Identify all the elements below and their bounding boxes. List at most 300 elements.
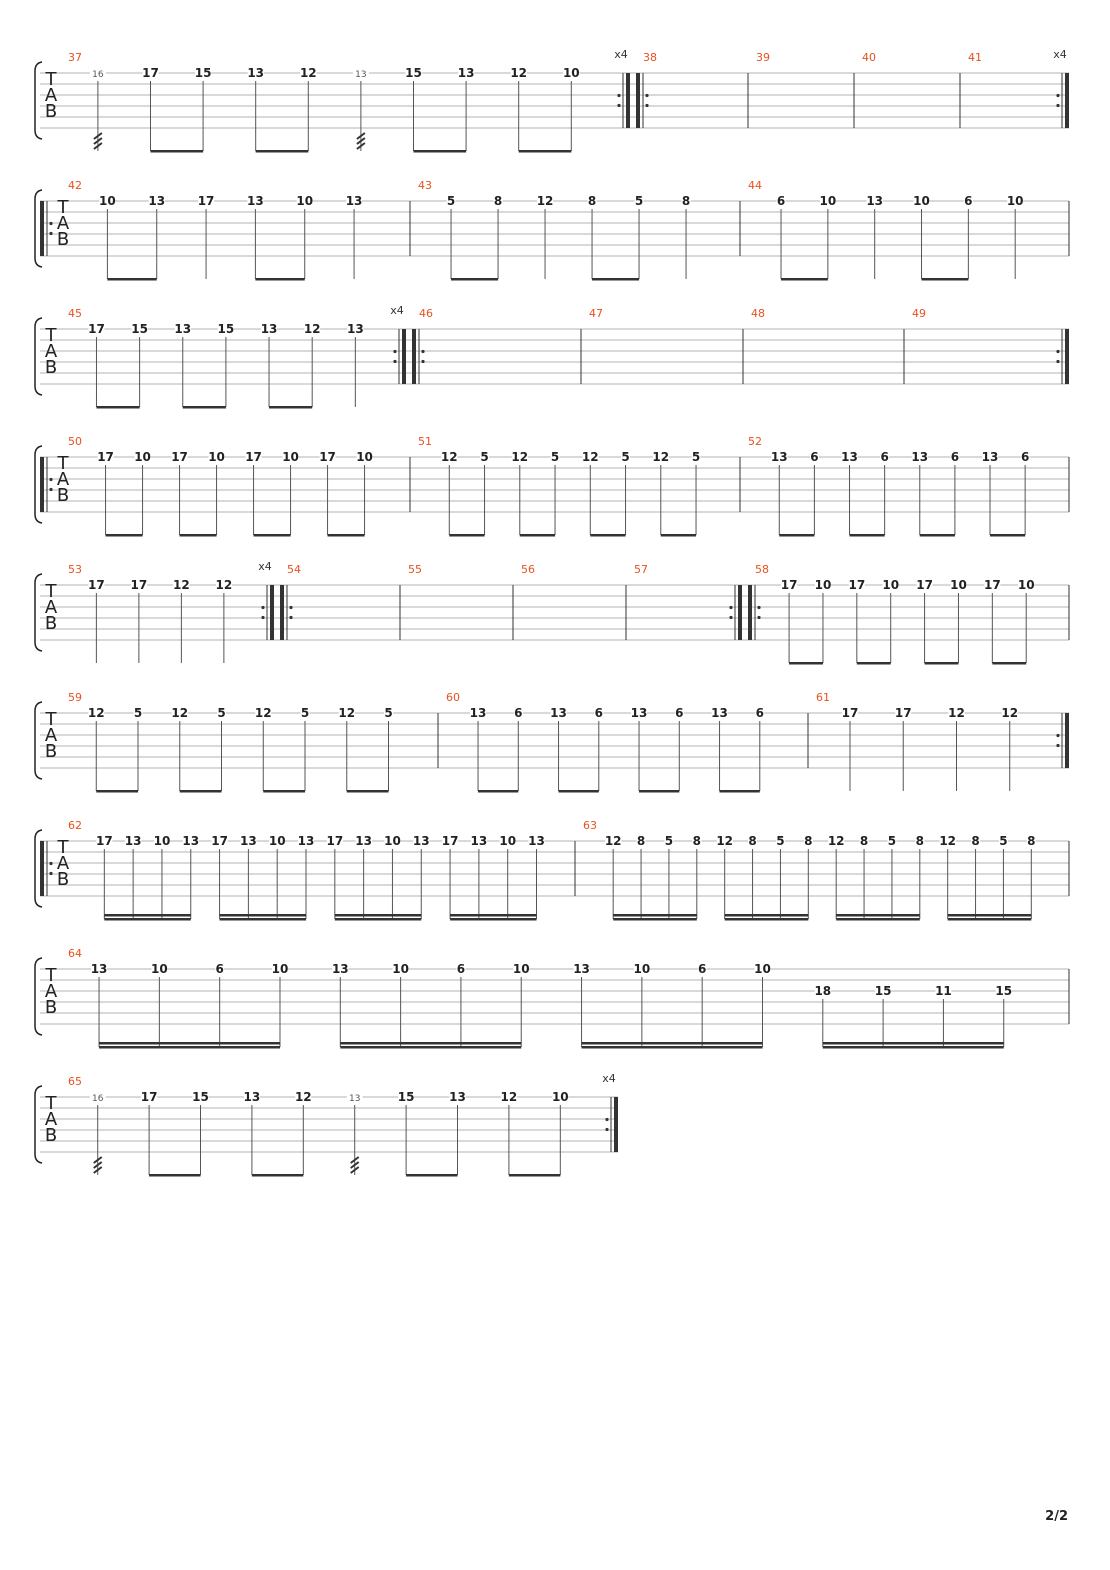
staff-system [35, 691, 1069, 793]
repeat-dot [605, 1128, 608, 1131]
fret-number: 13 [550, 706, 567, 720]
fret-number: 10 [356, 450, 373, 464]
fret-number: 13 [841, 450, 858, 464]
note-beam [509, 1174, 560, 1177]
fret-number: 8 [971, 834, 980, 848]
note-beam [779, 534, 814, 537]
repeat-dot [757, 606, 760, 609]
tab-clef-letter: T [57, 197, 69, 218]
fret-number: 6 [755, 706, 764, 720]
measure-number: 59 [68, 691, 82, 704]
fret-number: 5 [621, 450, 630, 464]
note-beam [104, 914, 190, 917]
system-bracket [35, 62, 42, 139]
fret-number: 13 [124, 834, 142, 848]
note-beam [254, 534, 291, 537]
repeat-end-thick-bar [738, 585, 742, 640]
note-beam [150, 150, 203, 153]
staff-system [35, 1072, 618, 1177]
fret-number: 6 [514, 706, 523, 720]
measure-number: 57 [634, 563, 648, 576]
repeat-start-thick-bar [280, 585, 284, 640]
note-beam [255, 278, 304, 281]
note-beam [99, 1046, 280, 1049]
staff-system [35, 304, 1069, 409]
fret-number: 10 [392, 962, 409, 976]
tab-clef-letter: B [44, 357, 58, 378]
repeat-dot [1056, 104, 1059, 107]
note-beam [256, 150, 309, 153]
tab-clef-letter: B [44, 997, 58, 1018]
note-beam [104, 918, 190, 921]
repeat-dot [617, 94, 620, 97]
fret-number: 8 [493, 194, 503, 208]
fret-number: 12 [536, 194, 554, 208]
fret-number: 13 [182, 834, 200, 848]
repeat-end-thick-bar [1065, 73, 1069, 128]
note-beam [96, 406, 139, 409]
fret-number: 5 [887, 834, 897, 848]
fret-number: 15 [192, 1090, 209, 1104]
fret-number: 13 [346, 322, 364, 336]
note-beam [720, 790, 760, 793]
tab-clef-letter: A [56, 213, 70, 234]
system-bracket [35, 574, 42, 651]
repeat-dot [289, 606, 292, 609]
repeat-dot [645, 104, 648, 107]
note-beam [781, 278, 828, 281]
grace-note-fret: 13 [348, 1094, 361, 1104]
fret-number: 8 [681, 194, 691, 208]
fret-number: 13 [345, 194, 363, 208]
note-beam [639, 790, 679, 793]
fret-number: 17 [88, 322, 105, 336]
fret-number: 10 [512, 962, 530, 976]
fret-number: 12 [303, 322, 321, 336]
fret-number: 12 [604, 834, 622, 848]
tab-clef-letter: T [45, 709, 57, 730]
tab-clef-letter: T [45, 581, 57, 602]
fret-number: 13 [243, 1090, 261, 1104]
repeat-dot [757, 616, 760, 619]
fret-number: 5 [776, 834, 785, 848]
measure-number: 54 [287, 563, 301, 576]
tab-clef-letter: T [45, 965, 57, 986]
note-beam [335, 918, 421, 921]
fret-number: 12 [511, 450, 529, 464]
repeat-count: x4 [602, 1072, 616, 1085]
note-beam [450, 914, 536, 917]
tab-clef-letter: B [44, 741, 58, 762]
tab-clef-letter: A [44, 341, 58, 362]
fret-number: 17 [197, 194, 215, 208]
fret-number: 8 [859, 834, 869, 848]
fret-number: 8 [636, 834, 646, 848]
staff-system [35, 179, 1069, 281]
note-beam [613, 914, 697, 917]
repeat-count: x4 [258, 560, 272, 573]
fret-number: 5 [133, 706, 143, 720]
repeat-dot [261, 606, 264, 609]
fret-number: 13 [711, 706, 728, 720]
repeat-dot [1056, 350, 1059, 353]
fret-number: 15 [217, 322, 235, 336]
measure-number: 58 [755, 563, 769, 576]
repeat-dot [729, 616, 732, 619]
note-beam [520, 534, 555, 537]
repeat-count: x4 [390, 304, 404, 317]
tab-clef-letter: B [56, 229, 70, 250]
note-beam [149, 1174, 200, 1177]
fret-number: 10 [134, 450, 151, 464]
note-beam [725, 914, 809, 917]
repeat-count: x4 [614, 48, 628, 61]
tab-clef-letter: B [44, 613, 58, 634]
note-beam [451, 278, 498, 281]
fret-number: 12 [827, 834, 845, 848]
tab-clef-letter: A [56, 853, 70, 874]
note-beam [96, 790, 138, 793]
fret-number: 13 [260, 322, 278, 336]
measure-number: 47 [589, 307, 603, 320]
repeat-dot [393, 350, 396, 353]
repeat-end-thick-bar [1065, 713, 1069, 768]
repeat-dot [49, 222, 52, 225]
fret-number: 17 [97, 450, 114, 464]
fret-number: 15 [131, 322, 148, 336]
fret-number: 17 [848, 578, 866, 592]
note-beam [180, 534, 217, 537]
fret-number: 6 [950, 450, 960, 464]
note-beam [857, 662, 891, 665]
tab-clef-letter: B [56, 869, 70, 890]
fret-number: 17 [95, 834, 113, 848]
tab-clef-letter: A [44, 1109, 58, 1130]
fret-number: 10 [208, 450, 225, 464]
fret-number: 15 [874, 984, 892, 998]
tab-clef-letter: T [45, 325, 57, 346]
measure-number: 52 [748, 435, 762, 448]
measure-number: 46 [419, 307, 433, 320]
fret-number: 10 [282, 450, 299, 464]
note-beam [519, 150, 572, 153]
tab-clef-letter: A [44, 597, 58, 618]
fret-number: 6 [964, 194, 973, 208]
fret-number: 12 [510, 66, 528, 80]
system-bracket [35, 702, 42, 779]
note-beam [990, 534, 1025, 537]
tab-clef-letter: T [57, 453, 69, 474]
repeat-dot [261, 616, 264, 619]
fret-number: 10 [562, 66, 580, 80]
fret-number: 17 [780, 578, 798, 592]
fret-number: 12 [440, 450, 458, 464]
tab-clef-letter: B [44, 1125, 58, 1146]
fret-number: 5 [217, 706, 226, 720]
system-bracket [35, 1086, 42, 1163]
fret-number: 17 [142, 66, 159, 80]
measure-number: 48 [751, 307, 765, 320]
note-beam [592, 278, 639, 281]
tab-clef-letter: T [45, 69, 57, 90]
measure-number: 43 [418, 179, 432, 192]
repeat-dot [645, 94, 648, 97]
repeat-dot [421, 350, 424, 353]
fret-number: 5 [480, 450, 489, 464]
fret-number: 15 [995, 984, 1013, 998]
repeat-start-thick-bar [40, 457, 44, 512]
fret-number: 13 [240, 834, 257, 848]
fret-number: 10 [551, 1090, 569, 1104]
fret-number: 5 [664, 834, 674, 848]
tab-clef-letter: T [45, 1093, 57, 1114]
system-bracket [35, 958, 42, 1035]
note-beam [725, 918, 809, 921]
fret-number: 12 [173, 578, 190, 592]
note-beam [823, 1046, 1004, 1049]
repeat-start-thick-bar [636, 73, 640, 128]
fret-number: 13 [573, 962, 590, 976]
note-beam [850, 534, 885, 537]
note-beam [559, 790, 599, 793]
note-beam [180, 790, 222, 793]
note-beam [836, 918, 920, 921]
fret-number: 10 [151, 962, 168, 976]
fret-number: 13 [90, 962, 108, 976]
fret-number: 12 [338, 706, 356, 720]
fret-number: 5 [550, 450, 560, 464]
grace-note-fret: 16 [92, 70, 104, 80]
note-beam [335, 914, 421, 917]
fret-number: 5 [634, 194, 644, 208]
fret-number: 5 [446, 194, 456, 208]
note-beam [823, 1042, 1004, 1045]
fret-number: 6 [1020, 450, 1030, 464]
fret-number: 8 [587, 194, 597, 208]
fret-number: 13 [355, 834, 372, 848]
measure-number: 53 [68, 563, 82, 576]
fret-number: 13 [866, 194, 884, 208]
note-beam [789, 662, 823, 665]
repeat-dot [729, 606, 732, 609]
fret-number: 13 [528, 834, 545, 848]
fret-number: 13 [247, 194, 264, 208]
staff-system [35, 947, 1069, 1049]
repeat-dot [605, 1118, 608, 1121]
fret-number: 10 [633, 962, 651, 976]
note-beam [406, 1174, 457, 1177]
fret-number: 10 [268, 834, 286, 848]
note-beam [992, 662, 1026, 665]
fret-number: 12 [716, 834, 734, 848]
fret-number: 12 [254, 706, 272, 720]
fret-number: 8 [1027, 834, 1036, 848]
measure-number: 63 [583, 819, 597, 832]
tab-clef-letter: A [56, 469, 70, 490]
fret-number: 10 [99, 194, 116, 208]
repeat-start-thick-bar [748, 585, 752, 640]
fret-number: 10 [882, 578, 900, 592]
fret-number: 5 [300, 706, 310, 720]
repeat-end-thick-bar [402, 329, 406, 384]
repeat-dot [421, 360, 424, 363]
note-beam [106, 534, 143, 537]
measure-number: 60 [446, 691, 460, 704]
note-beam [107, 278, 156, 281]
note-beam [328, 534, 365, 537]
fret-number: 10 [271, 962, 289, 976]
fret-number: 12 [581, 450, 599, 464]
note-beam [450, 918, 536, 921]
note-beam [478, 790, 518, 793]
repeat-dot [1056, 360, 1059, 363]
fret-number: 13 [770, 450, 788, 464]
fret-number: 17 [916, 578, 933, 592]
fret-number: 6 [675, 706, 684, 720]
note-beam [582, 1046, 763, 1049]
measure-number: 65 [68, 1075, 82, 1088]
repeat-dot [289, 616, 292, 619]
measure-number: 42 [68, 179, 82, 192]
fret-number: 10 [1017, 578, 1035, 592]
repeat-start-thick-bar [40, 841, 44, 896]
note-beam [340, 1046, 521, 1049]
page-number: 2/2 [1045, 1509, 1068, 1524]
grace-note-fret: 16 [91, 1094, 104, 1104]
repeat-dot [1056, 94, 1059, 97]
fret-number: 13 [412, 834, 430, 848]
fret-number: 6 [776, 194, 786, 208]
note-beam [920, 534, 955, 537]
fret-number: 13 [470, 834, 488, 848]
fret-number: 17 [171, 450, 188, 464]
note-beam [340, 1042, 521, 1045]
fret-number: 13 [331, 962, 349, 976]
fret-number: 12 [299, 66, 317, 80]
fret-number: 13 [469, 706, 487, 720]
repeat-dot [49, 872, 52, 875]
note-beam [449, 534, 484, 537]
fret-number: 13 [174, 322, 192, 336]
tab-clef-letter: B [44, 101, 58, 122]
measure-number: 44 [748, 179, 762, 192]
measure-number: 56 [521, 563, 535, 576]
fret-number: 13 [148, 194, 166, 208]
repeat-dot [49, 488, 52, 491]
fret-number: 15 [397, 1090, 415, 1104]
repeat-end-thick-bar [270, 585, 274, 640]
fret-number: 12 [948, 706, 965, 720]
fret-number: 6 [697, 962, 707, 976]
note-beam [948, 914, 1032, 917]
tab-clef-letter: A [44, 725, 58, 746]
fret-number: 17 [211, 834, 228, 848]
repeat-end-thick-bar [614, 1097, 618, 1152]
fret-number: 15 [405, 66, 422, 80]
fret-number: 11 [935, 984, 952, 998]
repeat-start-thick-bar [40, 201, 44, 256]
fret-number: 10 [950, 578, 967, 592]
fret-number: 13 [630, 706, 648, 720]
note-beam [220, 918, 306, 921]
fret-number: 12 [294, 1090, 312, 1104]
repeat-dot [1056, 744, 1059, 747]
fret-number: 13 [449, 1090, 466, 1104]
measure-number: 64 [68, 947, 82, 960]
fret-number: 13 [981, 450, 999, 464]
fret-number: 8 [804, 834, 813, 848]
fret-number: 10 [814, 578, 832, 592]
fret-number: 10 [913, 194, 930, 208]
note-beam [347, 790, 389, 793]
tab-clef-letter: A [44, 981, 58, 1002]
staff-system [35, 48, 1069, 153]
fret-number: 10 [296, 194, 314, 208]
note-beam [922, 278, 969, 281]
fret-number: 8 [692, 834, 701, 848]
measure-number: 51 [418, 435, 432, 448]
note-beam [99, 1042, 280, 1045]
system-bracket [35, 318, 42, 395]
fret-number: 13 [247, 66, 265, 80]
note-beam [252, 1174, 303, 1177]
fret-number: 15 [194, 66, 212, 80]
grace-note-fret: 13 [355, 70, 367, 80]
fret-number: 17 [326, 834, 344, 848]
fret-number: 17 [894, 706, 912, 720]
note-beam [269, 406, 312, 409]
note-beam [661, 534, 696, 537]
measure-number: 41 [968, 51, 982, 64]
fret-number: 12 [939, 834, 957, 848]
measure-number: 62 [68, 819, 82, 832]
repeat-count: x4 [1053, 48, 1067, 61]
tab-clef-letter: B [56, 485, 70, 506]
fret-number: 10 [1006, 194, 1024, 208]
measure-number: 61 [816, 691, 830, 704]
note-beam [220, 914, 306, 917]
fret-number: 6 [456, 962, 466, 976]
tab-clef-letter: T [57, 837, 69, 858]
fret-number: 17 [88, 578, 105, 592]
fret-number: 5 [999, 834, 1008, 848]
measure-number: 49 [912, 307, 926, 320]
note-beam [413, 150, 466, 153]
note-beam [613, 918, 697, 921]
fret-number: 6 [810, 450, 819, 464]
fret-number: 17 [130, 578, 148, 592]
fret-number: 6 [594, 706, 603, 720]
fret-number: 12 [215, 578, 233, 592]
fret-number: 17 [140, 1090, 158, 1104]
fret-number: 17 [245, 450, 262, 464]
fret-number: 12 [1001, 706, 1019, 720]
fret-number: 17 [319, 450, 336, 464]
staff-system [35, 560, 1069, 665]
fret-number: 10 [384, 834, 401, 848]
measure-number: 37 [68, 51, 82, 64]
measure-number: 39 [756, 51, 770, 64]
fret-number: 6 [215, 962, 224, 976]
fret-number: 13 [297, 834, 315, 848]
staff-system [35, 435, 1069, 537]
repeat-dot [617, 104, 620, 107]
fret-number: 10 [819, 194, 837, 208]
fret-number: 13 [457, 66, 475, 80]
note-beam [836, 914, 920, 917]
staff-system [35, 819, 1069, 921]
fret-number: 6 [880, 450, 889, 464]
